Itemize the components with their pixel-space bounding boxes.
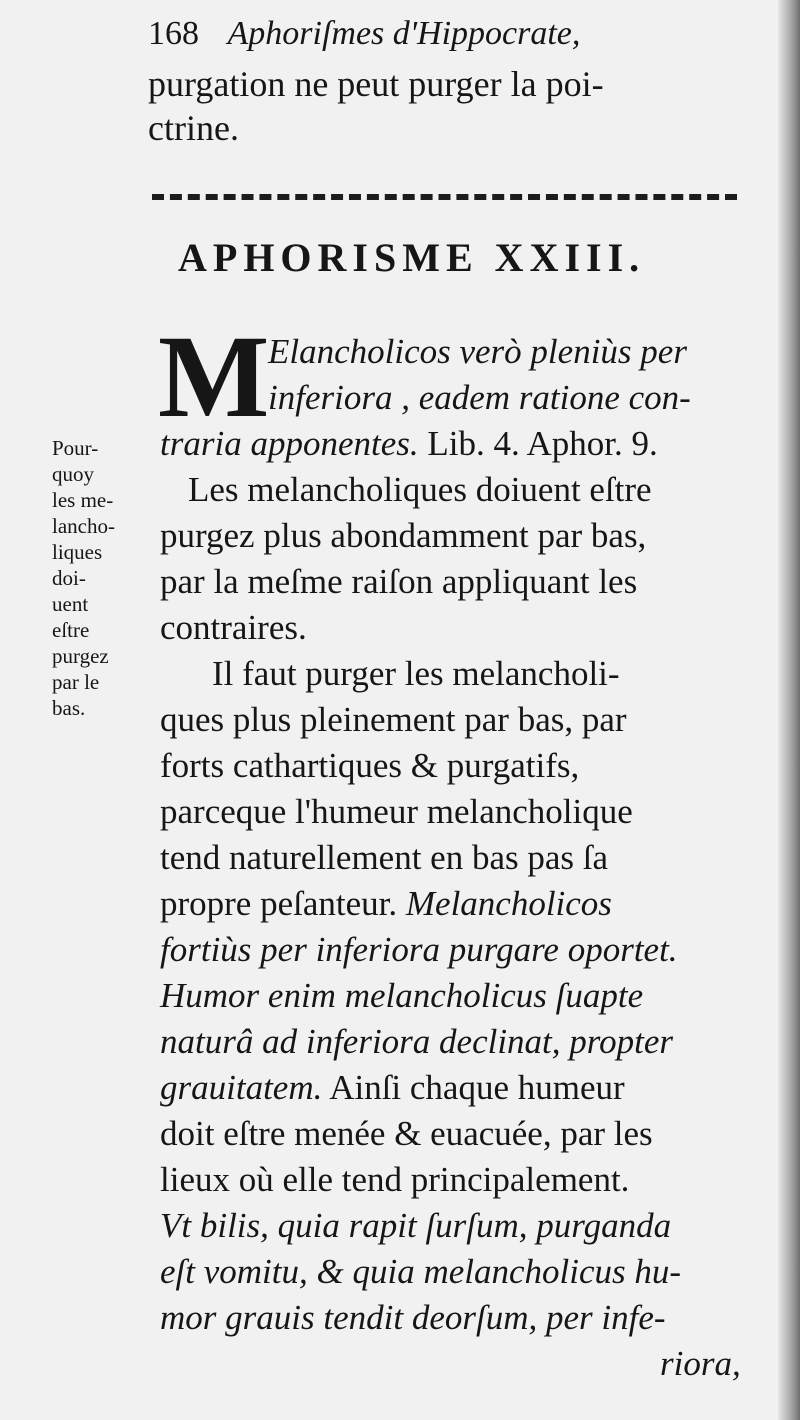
- page-number: 168: [148, 15, 199, 52]
- mixed-line-2: [160, 1066, 625, 1110]
- latin-line-2: Humor enim melancholicus ſuapte: [160, 976, 644, 1015]
- margin-note: [52, 435, 152, 721]
- running-header: [148, 14, 708, 54]
- running-title: Aphoriſmes d'Hippocrate,: [227, 15, 581, 52]
- drop-cap: M: [158, 311, 270, 442]
- latin-end-line-3: mor grauis tendit deorſum, per infe-: [160, 1298, 666, 1337]
- margin-line: eſtre: [52, 618, 90, 642]
- latin-intro-line-2: inferiora , eadem ratione con-: [268, 378, 691, 417]
- latin-intro-italic: traria apponentes.: [160, 424, 419, 463]
- latin-intro-line-1: Elancholicos verò pleniùs per: [268, 332, 687, 371]
- latin-line-3: naturâ ad inferiora declinat, propter: [160, 1022, 673, 1061]
- mixed-roman: Ainſi chaque humeur: [329, 1068, 625, 1107]
- margin-line: les me-: [52, 488, 114, 512]
- commentary-line-3: forts cathartiques & purgatifs,: [160, 746, 580, 785]
- latin-reference: Lib. 4. Aphor. 9.: [427, 424, 658, 463]
- section-divider: [152, 194, 737, 200]
- latin-intro-line-3: [160, 422, 658, 466]
- margin-line: bas.: [52, 696, 86, 720]
- mixed-line-1: [160, 882, 612, 926]
- latin-end-line-2: eſt vomitu, & quia melancholicus hu-: [160, 1252, 682, 1291]
- mixed-roman: propre peſanteur.: [160, 884, 398, 923]
- commentary-line-4: parceque l'humeur melancholique: [160, 792, 633, 831]
- translation-line-4: contraires.: [160, 608, 307, 647]
- margin-line: doi-: [52, 566, 86, 590]
- roman-line-2: lieux où elle tend principalement.: [160, 1160, 630, 1199]
- margin-line: Pour-: [52, 436, 99, 460]
- latin-end-line-4: riora,: [660, 1344, 741, 1383]
- margin-line: uent: [52, 592, 89, 616]
- commentary-line-2: ques plus pleinement par bas, par: [160, 700, 627, 739]
- margin-line: liques: [52, 540, 103, 564]
- translation-line-2: purgez plus abondamment par bas,: [160, 516, 647, 555]
- margin-line: purgez: [52, 644, 109, 668]
- continuation-line-2: ctrine.: [148, 108, 239, 148]
- commentary-line-5: tend naturellement en bas pas ſa: [160, 838, 609, 877]
- mixed-italic: Melancholicos: [405, 884, 612, 923]
- aphorism-heading: APHORISME XXIII.: [178, 235, 646, 280]
- continuation-line-1: purgation ne peut purger la poi-: [148, 64, 604, 104]
- latin-end-line-1: Vt bilis, quia rapit ſurſum, purganda: [160, 1206, 672, 1245]
- translation-line-1: Les melancholiques doiuent eſtre: [188, 470, 652, 509]
- commentary-line-1: Il faut purger les melancholi-: [212, 654, 620, 693]
- latin-line-1: fortiùs per inferiora purgare oportet.: [160, 930, 678, 969]
- page-edge-shadow: [778, 0, 800, 1420]
- translation-line-3: par la meſme raiſon appliquant les: [160, 562, 638, 601]
- margin-line: lancho-: [52, 514, 115, 538]
- roman-line-1: doit eſtre menée & euacuée, par les: [160, 1114, 653, 1153]
- margin-line: par le: [52, 670, 100, 694]
- mixed-italic: grauitatem.: [160, 1068, 323, 1107]
- margin-line: quoy: [52, 462, 94, 486]
